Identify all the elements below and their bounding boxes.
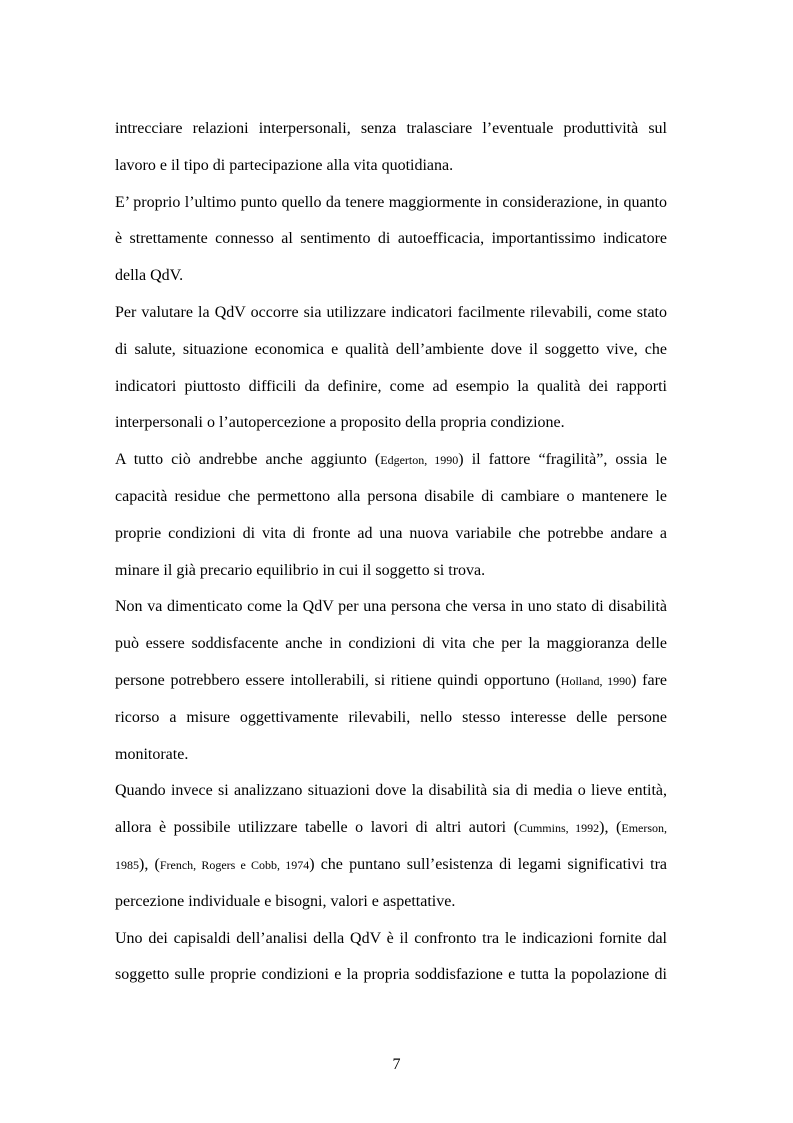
text-line xyxy=(115,405,667,442)
paragraph xyxy=(115,295,667,442)
citation: French, Rogers e Cobb, 1974 xyxy=(159,857,310,872)
text-line xyxy=(115,847,667,884)
text-run: è strettamente connesso al sentimento di autoefficacia, importantissimo indicatore xyxy=(115,230,667,248)
citation: Emerson, xyxy=(621,821,667,836)
text-run: Uno dei capisaldi dell’analisi della QdV è il confronto tra le indicazioni fornite dal xyxy=(115,929,667,947)
text-run: percezione individuale e bisogni, valori e aspettative. xyxy=(115,892,456,910)
paragraph xyxy=(115,921,667,995)
paragraph xyxy=(115,111,667,185)
text-run: ), ( xyxy=(139,855,160,873)
page-number: 7 xyxy=(392,1056,401,1073)
text-line xyxy=(115,663,667,700)
text-run: lavoro e il tipo di partecipazione alla vita quotidiana. xyxy=(115,156,454,174)
paragraph xyxy=(115,442,667,589)
text-run: capacità residue che permettono alla persona disabile di cambiare o mantenere le xyxy=(115,487,667,505)
text-run: ) il fattore “fragilità”, ossia le xyxy=(458,451,667,469)
text-line xyxy=(115,516,667,553)
text-run: ), ( xyxy=(599,819,622,837)
text-run: interpersonali o l’autopercezione a proposito della propria condizione. xyxy=(115,414,565,432)
text-line xyxy=(115,185,667,222)
text-line xyxy=(115,700,667,737)
body-text xyxy=(115,111,667,994)
paragraph xyxy=(115,589,667,773)
text-run: A tutto ciò andrebbe anche aggiunto ( xyxy=(115,451,381,469)
text-run: ) che puntano sull’esistenza di legami significativi tra xyxy=(309,855,667,873)
text-run: della QdV. xyxy=(115,267,184,285)
text-run: può essere soddisfacente anche in condizioni di vita che per la maggioranza delle xyxy=(115,635,667,653)
text-line xyxy=(115,589,667,626)
text-run: ricorso a misure oggettivamente rilevabili, nello stesso interesse delle persone xyxy=(115,708,667,726)
text-line xyxy=(115,553,667,590)
text-run: Per valutare la QdV occorre sia utilizzare indicatori facilmente rilevabili, come stato xyxy=(115,303,667,321)
text-run: E’ proprio l’ultimo punto quello da tenere maggiormente in considerazione, in quanto xyxy=(115,193,667,211)
text-run: Quando invece si analizzano situazioni dove la disabilità sia di media o lieve entità, xyxy=(115,782,667,800)
citation: Cummins, 1992 xyxy=(518,821,600,836)
text-run: monitorate. xyxy=(115,745,189,763)
citation: 1985 xyxy=(115,857,139,872)
text-line xyxy=(115,221,667,258)
text-line xyxy=(115,737,667,774)
citation: Edgerton, 1990 xyxy=(380,453,459,468)
text-line xyxy=(115,810,667,847)
text-run: Non va dimenticato come la QdV per una persona che versa in uno stato di disabilità xyxy=(115,598,667,616)
text-line xyxy=(115,369,667,406)
text-run: soggetto sulle proprie condizioni e la propria soddisfazione e tutta la popolazione di xyxy=(115,966,667,984)
text-line xyxy=(115,148,667,185)
text-line xyxy=(115,111,667,148)
text-line xyxy=(115,295,667,332)
text-run: ) fare xyxy=(631,671,667,689)
text-line xyxy=(115,773,667,810)
text-line xyxy=(115,626,667,663)
paragraph xyxy=(115,185,667,295)
text-run: di salute, situazione economica e qualità dell’ambiente dove il soggetto vive, che xyxy=(115,340,667,358)
text-line xyxy=(115,921,667,958)
paragraph xyxy=(115,773,667,920)
text-run: minare il già precario equilibrio in cui il soggetto si trova. xyxy=(115,561,486,579)
text-line xyxy=(115,479,667,516)
citation: Holland, 1990 xyxy=(560,673,632,688)
text-line xyxy=(115,332,667,369)
text-run: allora è possibile utilizzare tabelle o lavori di altri autori ( xyxy=(115,819,519,837)
text-run: indicatori piuttosto difficili da definire, come ad esempio la qualità dei rapporti xyxy=(115,377,667,395)
text-run: proprie condizioni di vita di fronte ad una nuova variabile che potrebbe andare a xyxy=(115,524,667,542)
text-run: intrecciare relazioni interpersonali, senza tralasciare l’eventuale produttività sul xyxy=(115,120,667,137)
text-run: persone potrebbero essere intollerabili, si ritiene quindi opportuno ( xyxy=(115,671,561,689)
text-line xyxy=(115,258,667,295)
text-line xyxy=(115,957,667,994)
text-line xyxy=(115,442,667,479)
text-line xyxy=(115,884,667,921)
